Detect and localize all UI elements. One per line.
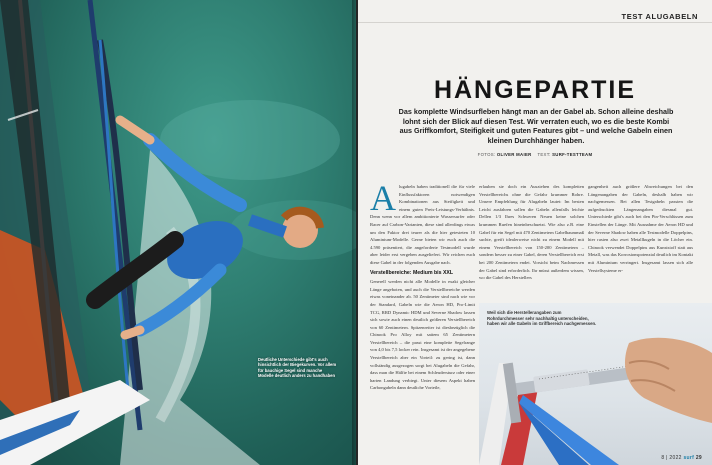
text-column-1 <box>370 178 475 393</box>
caliper-caption: Weil sich die Herstellerangaben zum Rohrdurchmesser sehr nachhaltig unterscheiden, haben wir alle Gabeln im Griffbereich nachgemessen. <box>487 310 597 327</box>
body-paragraph: erlauben sie doch ein Ausziehen des kompletten Verstellbereichs ohne die Gefahr krummer Rohre. Unsere Empfehlung für Alugabeln lautet: Im besten Leicht ausfahren sollen die Gabeln allenfalls leichte Dellen 1/3 Ihres Schweren Neuen keine solchen krummen Ruefen hineinbeschuetzt. Wie also z.B. eine Gabel für ein Segel mit 470 Zentimetern Gabelbaummaß suchte, greift idealerweise nicht zu einem Modell mit einem Verstellbereich von 150-200 Zentimetern – sondern besser zu einer Gabel, deren Verstellbereich erst bei 200 Zentimetern endet. Vorsicht beim Nachmessen der Gabel sind erforderlich. Ihr müsst außerdem wissen, wo die Gabel des Herstellers <box>479 184 584 281</box>
article-credits <box>358 152 712 157</box>
article-headline: HÄNGEPARTIE <box>433 76 637 104</box>
photo-credit-label: FOTOS: <box>477 152 496 157</box>
article-lead: Das komplette Windsurfleben hängt man an der Gabel ab. Schon alleine deshalb lohnt sich der Blick auf diesen Test. Wir verraten euch, wo es die beste Kombi aus Griffkomfort, Steifigkeit und guten Features gibt – und welche Gabeln einen kleinen Durchhänger haben. <box>398 107 674 145</box>
section-divider <box>358 22 712 23</box>
section-label: TEST ALUGABELN <box>621 12 698 21</box>
photo-caption: Deutliche Unterschiede gibt's auch hinsichtlich der Biegekurven. Vor allem für bauchige Segel sind manche Modelle deutlich anders zu handhaben <box>258 357 337 379</box>
caliper-photo <box>479 303 712 465</box>
photo-credit-name: OLIVER MAIER <box>496 152 532 157</box>
page-footer <box>661 455 702 461</box>
article-page <box>358 0 712 465</box>
text-column-3 <box>588 183 693 275</box>
section-subhead: Verstellbereiche: Medium bis XXL <box>370 269 454 276</box>
caliper-illustration <box>479 303 712 465</box>
body-paragraph: gangenheit auch größere Abweichungen bei den Längenangaben der Gabeln, deshalb haben wir nachgemessen. Bei allen Testgabeln passten die aufgedruckten Längenangaben diesmal gut. Unterschiede gibt's auch bei den Pin-Verschlüssen zum Einstellen der Länge. Mit Ausnahme der Aeron HD und der Severne Shadow haben alle Testmodelle Doppelpins, hier rasten also zwei Metallkugeln in die Löcher ein. Chinook verwendet Doppelpins aus Kunststoff statt aus Metall, was das Korrosionspotenzial deutlich im Kontakt mit Aluminium verringert. Insgesamt lassen sich alle Verstellsysteme er- <box>588 184 693 273</box>
text-column-2 <box>479 183 584 283</box>
body-paragraph: Generell werden nicht alle Modelle in exakt gleicher Länge angeboten, und auch die Verstellbereiche werden etwas voneinander ab. 50 Zentimeter sind nach wie vor der Standard, Gabeln wie die Aeron HD, Pro-Limit TCG, RRD Dynamic HDM und Severne Shadow lassen sich sowie auch einen deutlich größeren Verstellbereich von 60 Zentimetern. Spitzenreiter ist diesbezüglich die Chinook Pro Alloy mit sattem 65 Zentimetern Verstellbereich – die passt eine komplette Segelrange von 4,0 bis 7,5 locker rein. Insgesamt ist der angegebene Verstellbereich aber ein Vorteil: zu gering ist, dann vollständig ausgezogen sorgt bei Alugabeln die Gefahr, dass man die Hälfte bei einem Schleudersturz oder einer harten Landung verbiegt. Unter diesem Aspekt haben Carbongabeln dann deutliche Vorteile, <box>370 279 475 391</box>
drop-cap: A <box>370 178 396 218</box>
page-number: 29 <box>695 455 702 461</box>
magazine-brand: surf <box>683 455 695 461</box>
text-credit-label: TEXT: <box>537 152 551 157</box>
issue-info: 8 | 2022 <box>661 455 682 461</box>
text-credit-name: SURF-TESTTEAM <box>552 152 593 157</box>
intro-paragraph: lugabeln haben traditionell die für viele Einflussfaktoren notwendigen Kombinationen aus Steifigkeit und einem guten Preis-Leistungs-Verhältnis. Denn wenn vor allem ambitionierte Wassersurfer oder Racer auf Carbon-Varianten, diese sind allerdings etwas um den Faktor drei teurer als die hier getesteten 10 Aluminium-Modelle. Gerne bieten wir euch auch die 4.590 präsentiert, die angeforderte Testmodell wurde aber leider erst vergeben ausgeliefert. Wir reichen euch diese Gabel in der folgenden Ausgabe nach. <box>370 184 475 265</box>
